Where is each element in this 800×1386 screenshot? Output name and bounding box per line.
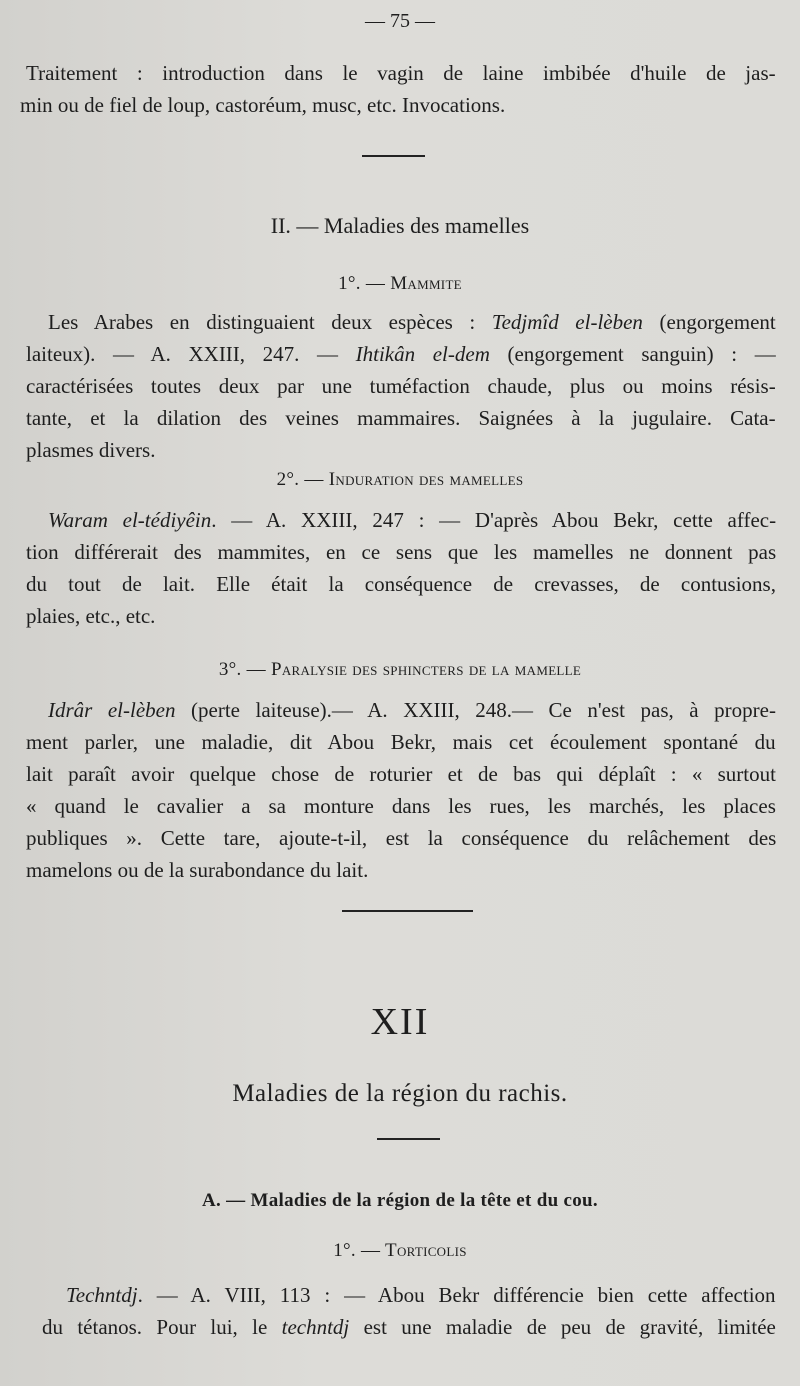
line-text: Traitement : introduction dans le vagin de laine imbibée d'huile de jas-	[26, 61, 776, 85]
line-text: plasmes divers.	[26, 438, 156, 462]
section-divider	[362, 155, 425, 157]
arabic-term: Ihtikân el-dem	[355, 342, 490, 366]
text-run: Waram el-tédiyêin. — A. XXIII, 247 : — D'après Abou Bekr, cette affec-	[48, 508, 777, 532]
text-run: du tétanos. Pour lui, le techntdj est une maladie de peu de gravité, limitée	[42, 1315, 776, 1339]
paragraph-line	[48, 697, 776, 723]
subsection-heading-torticolis: 1°. — Torticolis	[333, 1240, 467, 1261]
line-text: « quand le cavalier a sa monture dans les rues, les marchés, les places	[26, 794, 776, 818]
chapter-title: Maladies de la région du rachis.	[232, 1080, 568, 1107]
page-number: — 75 —	[365, 10, 435, 32]
line-text: caractérisées toutes deux par une tuméfaction chaude, plus ou moins résis-	[26, 374, 776, 398]
paragraph-line	[26, 341, 776, 367]
paragraph-line	[42, 1314, 776, 1340]
paragraph-line	[26, 825, 776, 851]
line-text: publiques ». Cette tare, ajoute-t-il, est la conséquence du relâchement des	[26, 826, 777, 850]
paragraph-line	[66, 1282, 776, 1308]
arabic-term: Techntdj	[66, 1283, 138, 1307]
paragraph-line	[26, 793, 776, 819]
intro-line-2	[20, 92, 770, 118]
section-heading: II. — Maladies des mamelles	[270, 213, 530, 238]
line-text: du tout de lait. Elle était la conséquence de crevasses, de contusions,	[26, 572, 776, 596]
paragraph-line	[26, 571, 776, 597]
section-a-heading: A. — Maladies de la région de la tête et du cou.	[202, 1190, 598, 1211]
text-run: Idrâr el-lèben (perte laiteuse).— A. XXIII, 248.— Ce n'est pas, à propre-	[48, 698, 776, 722]
paragraph-line	[26, 603, 776, 629]
line-text: mamelons ou de la surabondance du lait.	[26, 858, 369, 882]
chapter-number: XII	[370, 1001, 430, 1043]
arabic-term: techntdj	[281, 1315, 350, 1339]
text-run: laiteux). — A. XXIII, 247. — Ihtikân el-dem (engorgement sanguin) : —	[26, 342, 776, 366]
arabic-term: Tedjmîd el-lèben	[491, 310, 643, 334]
line-text: tion différerait des mammites, en ce sens que les mamelles ne donnent pas	[26, 540, 777, 564]
paragraph-line	[26, 761, 776, 787]
line-text: ment parler, une maladie, dit Abou Bekr, mais cet écoulement spontané du	[26, 730, 776, 754]
paragraph-line	[48, 507, 776, 533]
title-divider	[377, 1138, 440, 1140]
arabic-term: Waram el-tédiyêin	[48, 508, 212, 532]
intro-line-1	[26, 60, 776, 86]
paragraph-line	[48, 309, 776, 335]
paragraph-line	[26, 857, 776, 883]
subsection-heading-paralysie: 3°. — Paralysie des sphincters de la mamelle	[218, 659, 582, 680]
paragraph-line	[26, 539, 776, 565]
line-text: tante, et la dilation des veines mammaires. Saignées à la jugulaire. Cata-	[26, 406, 776, 430]
subsection-heading-mammite: 1°. — Mammite	[338, 273, 462, 294]
chapter-divider	[342, 910, 473, 912]
line-text: plaies, etc., etc.	[26, 604, 156, 628]
paragraph-line	[26, 729, 776, 755]
paragraph-line	[26, 437, 776, 463]
text-run: Techntdj. — A. VIII, 113 : — Abou Bekr différencie bien cette affection	[66, 1283, 776, 1307]
paragraph-line	[26, 373, 776, 399]
line-text: min ou de fiel de loup, castoréum, musc, etc. Invocations.	[20, 93, 506, 117]
arabic-term: Idrâr el-lèben	[48, 698, 176, 722]
text-run: Les Arabes en distinguaient deux espèces : Tedjmîd el-lèben (engorgement	[48, 310, 776, 334]
line-text: lait paraît avoir quelque chose de roturier et de bas qui déplaît : « surtout	[26, 762, 776, 786]
subsection-heading-induration: 2°. — Induration des mamelles	[276, 469, 524, 490]
paragraph-line	[26, 405, 776, 431]
